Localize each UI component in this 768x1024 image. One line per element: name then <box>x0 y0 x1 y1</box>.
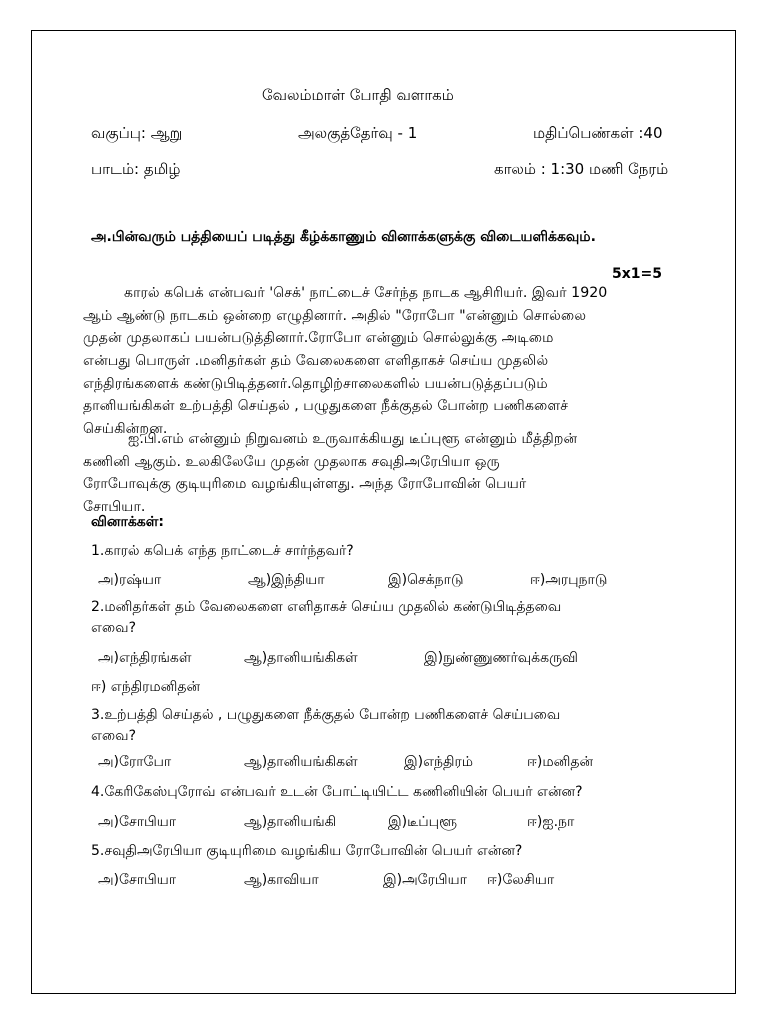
passage-paragraph-2 <box>83 428 688 519</box>
passage-line: என்பது பொருள் .மனிதர்கள் தம் வேலைகளை எளிதாகச் செய்ய முதலில் <box>83 353 549 370</box>
class-label: வகுப்பு: ஆறு <box>91 124 183 142</box>
question-5-option-d: ஈ)லேசியா <box>487 872 555 888</box>
question-2-option-c: இ)நுண்ணுணர்வுக்கருவி <box>424 650 578 666</box>
questions-heading: வினாக்கள்: <box>91 514 164 530</box>
question-4-text: 4.கேரிகேஸ்புரோவ் என்பவர் உடன் போட்டியிட்ட கணினியின் பெயர் என்ன? <box>91 784 583 800</box>
question-1-option-c: இ)செக்நாடு <box>388 572 464 588</box>
question-5-option-b: ஆ)காவியா <box>244 872 319 888</box>
marks-label: மதிப்பெண்கள் :40 <box>533 124 663 142</box>
question-5-option-a: அ)சோபியா <box>98 872 177 888</box>
question-2-option-d: ஈ) எந்திரமனிதன் <box>91 679 201 695</box>
question-4-option-c: இ)டீப்புளூ <box>388 814 458 830</box>
passage-line: எந்திரங்களைக் கண்டுபிடித்தனர்.தொழிற்சாலைகளில் பயன்படுத்தப்படும் <box>83 375 548 392</box>
question-2-option-a: அ)எந்திரங்கள் <box>98 650 192 666</box>
question-1-text: 1.காரல் கபெக் எந்த நாட்டைச் சார்ந்தவர்? <box>91 543 354 559</box>
passage-paragraph-1 <box>83 282 688 441</box>
subject-label: பாடம்: தமிழ் <box>91 160 181 178</box>
question-2-option-b: ஆ)தானியங்கிகள் <box>244 650 358 666</box>
passage-line: முதன் முதலாகப் பயன்படுத்தினார்.ரோபோ என்னும் சொல்லுக்கு அடிமை <box>83 330 554 347</box>
question-3-option-d: ஈ)மனிதன் <box>527 754 594 770</box>
question-4-option-b: ஆ)தானியங்கி <box>244 814 337 830</box>
question-5-option-c: இ)அரேபியா <box>383 872 467 888</box>
question-3-text: 3.உற்பத்தி செய்தல் , பழுதுகளை நீக்குதல் போன்ற பணிகளைச் செய்பவை <box>91 707 561 723</box>
question-3-option-b: ஆ)தானியங்கிகள் <box>244 754 358 770</box>
passage-line: கணினி ஆகும். உலகிலேயே முதன் முதலாக சவுதிஅரேபியா ஒரு <box>83 453 500 470</box>
test-label: அலகுத்தேர்வு - 1 <box>298 124 418 142</box>
passage-line: ஆம் ஆண்டு நாடகம் ஒன்றை எழுதினார். அதில் "ரோபோ "என்னும் சொல்லை <box>83 307 587 324</box>
section-instruction: அ.பின்வரும் பத்தியைப் படித்து கீழ்க்காணும் வினாக்களுக்கு விடையளிக்கவும். <box>91 229 596 245</box>
passage-line: ரோபோவுக்கு குடியுரிமை வழங்கியுள்ளது. அந்த ரோபோவின் பெயர் <box>83 476 527 493</box>
school-name: வேலம்மாள் போதி வளாகம் <box>262 86 454 104</box>
question-1-option-a: அ)ரஷ்யா <box>98 572 162 588</box>
question-2-text-cont: எவை? <box>91 620 137 636</box>
question-3-text-cont: எவை? <box>91 728 137 744</box>
question-2-text: 2.மனிதர்கள் தம் வேலைகளை எளிதாகச் செய்ய முதலில் கண்டுபிடித்தவை <box>91 599 562 615</box>
passage-line: காரல் கபெக் என்பவர் 'செக்' நாட்டைச் சேர்ந்த நாடக ஆசிரியர். இவர் 1920 <box>124 285 608 301</box>
question-1-option-d: ஈ)அரபுநாடு <box>530 572 608 588</box>
time-label: காலம் : 1:30 மணி நேரம் <box>494 160 669 178</box>
question-1-option-b: ஆ)இந்தியா <box>248 572 325 588</box>
passage-line: சோபியா. <box>83 499 146 516</box>
question-5-text: 5.சவுதிஅரேபியா குடியுரிமை வழங்கிய ரோபோவின் பெயர் என்ன? <box>91 843 523 859</box>
question-3-option-a: அ)ரோபோ <box>98 754 172 770</box>
passage-line: செய்கின்றன. <box>83 421 168 438</box>
question-4-option-d: ஈ)ஐ.நா <box>527 814 575 830</box>
question-4-option-a: அ)சோபியா <box>98 814 177 830</box>
passage-line: ஐ.பி.எம் என்னும் நிறுவனம் உருவாக்கியது டீப்புளூ என்னும் மீத்திறன் <box>128 431 578 447</box>
question-3-option-c: இ)எந்திரம் <box>404 754 473 770</box>
section-marks: 5x1=5 <box>612 266 662 282</box>
passage-line: தானியங்கிகள் உற்பத்தி செய்தல் , பழுதுகளை நீக்குதல் போன்ற பணிகளைச் <box>83 398 569 415</box>
